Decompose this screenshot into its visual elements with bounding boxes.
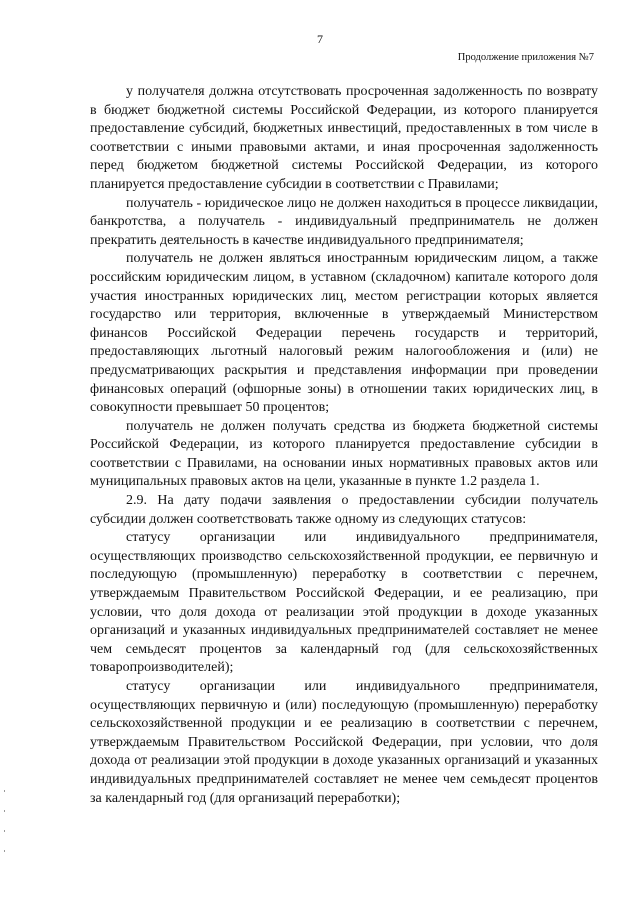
appendix-continuation-label: Продолжение приложения №7 — [457, 52, 594, 63]
document-body — [90, 83, 598, 808]
paragraph-status-processor: статусу организации или индивидуального предпринимателя, осуществляющих первичную и (или) последующую (промышленную) переработку сельскохозяйственной продукции и ее реализацию в соответствии с перечнем, утверждаемым Правительством Российской Федерации, при условии, что доля дохода от реализации этой продукции в доходе указанных организаций и указанных индивидуальных предпринимателей составляет не менее чем семьдесят процентов за календарный год (для организаций переработки); — [90, 679, 598, 806]
paragraph-liquidation: получатель - юридическое лицо не должен находиться в процессе ликвидации, банкротства, а получатель - индивидуальный предприниматель не должен прекратить деятельность в качестве индивидуального предпринимателя; — [90, 195, 598, 248]
margin-mark — [4, 790, 5, 792]
paragraph-other-funds: получатель не должен получать средства из бюджета бюджетной системы Российской Федерации, из которого планируется предоставление субсидии в соответствии с Правилами, на основании иных нормативных правовых актов или муниципальных правовых актов на цели, указанные в пункте 1.2 раздела 1. — [90, 418, 598, 490]
paragraph-section-2-9: 2.9. На дату подачи заявления о предоставлении субсидии получатель субсидии должен соответствовать также одному из следующих статусов: — [90, 493, 598, 527]
page-number: 7 — [317, 32, 323, 46]
margin-mark — [4, 830, 5, 832]
left-margin-marks — [4, 790, 8, 870]
margin-mark — [4, 810, 5, 812]
paragraph-status-producer: статусу организации или индивидуального предпринимателя, осуществляющих производство сельскохозяйственной продукции, ее первичную и последующую (промышленную) переработку в соответствии с перечнем, утверждаемым Правительством Российской Федерации, и ее реализацию, при условии, что доля дохода от реализации этой продукции в доходе указанных организаций и указанных индивидуальных предпринимателей составляет не менее чем семьдесят процентов за календарный год (для сельскохозяйственных товаропроизводителей); — [90, 530, 598, 676]
paragraph-overdue-debt: у получателя должна отсутствовать просроченная задолженность по возврату в бюджет бюджетной системы Российской Федерации, из которого планируется предоставление субсидий, бюджетных инвестиций, предоставленных в том числе в соответствии с иными правовыми актами, и иная просроченная задолженность перед бюджетом бюджетной системы Российской Федерации, из которого планируется предоставление субсидии в соответствии с Правилами; — [90, 84, 598, 192]
margin-mark — [4, 850, 5, 852]
paragraph-foreign-entity: получатель не должен являться иностранным юридическим лицом, а также российским юридическим лицом, в уставном (складочном) капитале которого доля участия иностранных юридических лиц, местом регистрации которых является государство или территория, включенные в утверждаемый Министерством финансов Российской Федерации перечень государств и территорий, предоставляющих льготный налоговый режим налогообложения и (или) не предусматривающих раскрытия и представления информации при проведении финансовых операций (офшорные зоны) в отношении таких юридических лиц, в совокупности превышает 50 процентов; — [90, 251, 598, 416]
